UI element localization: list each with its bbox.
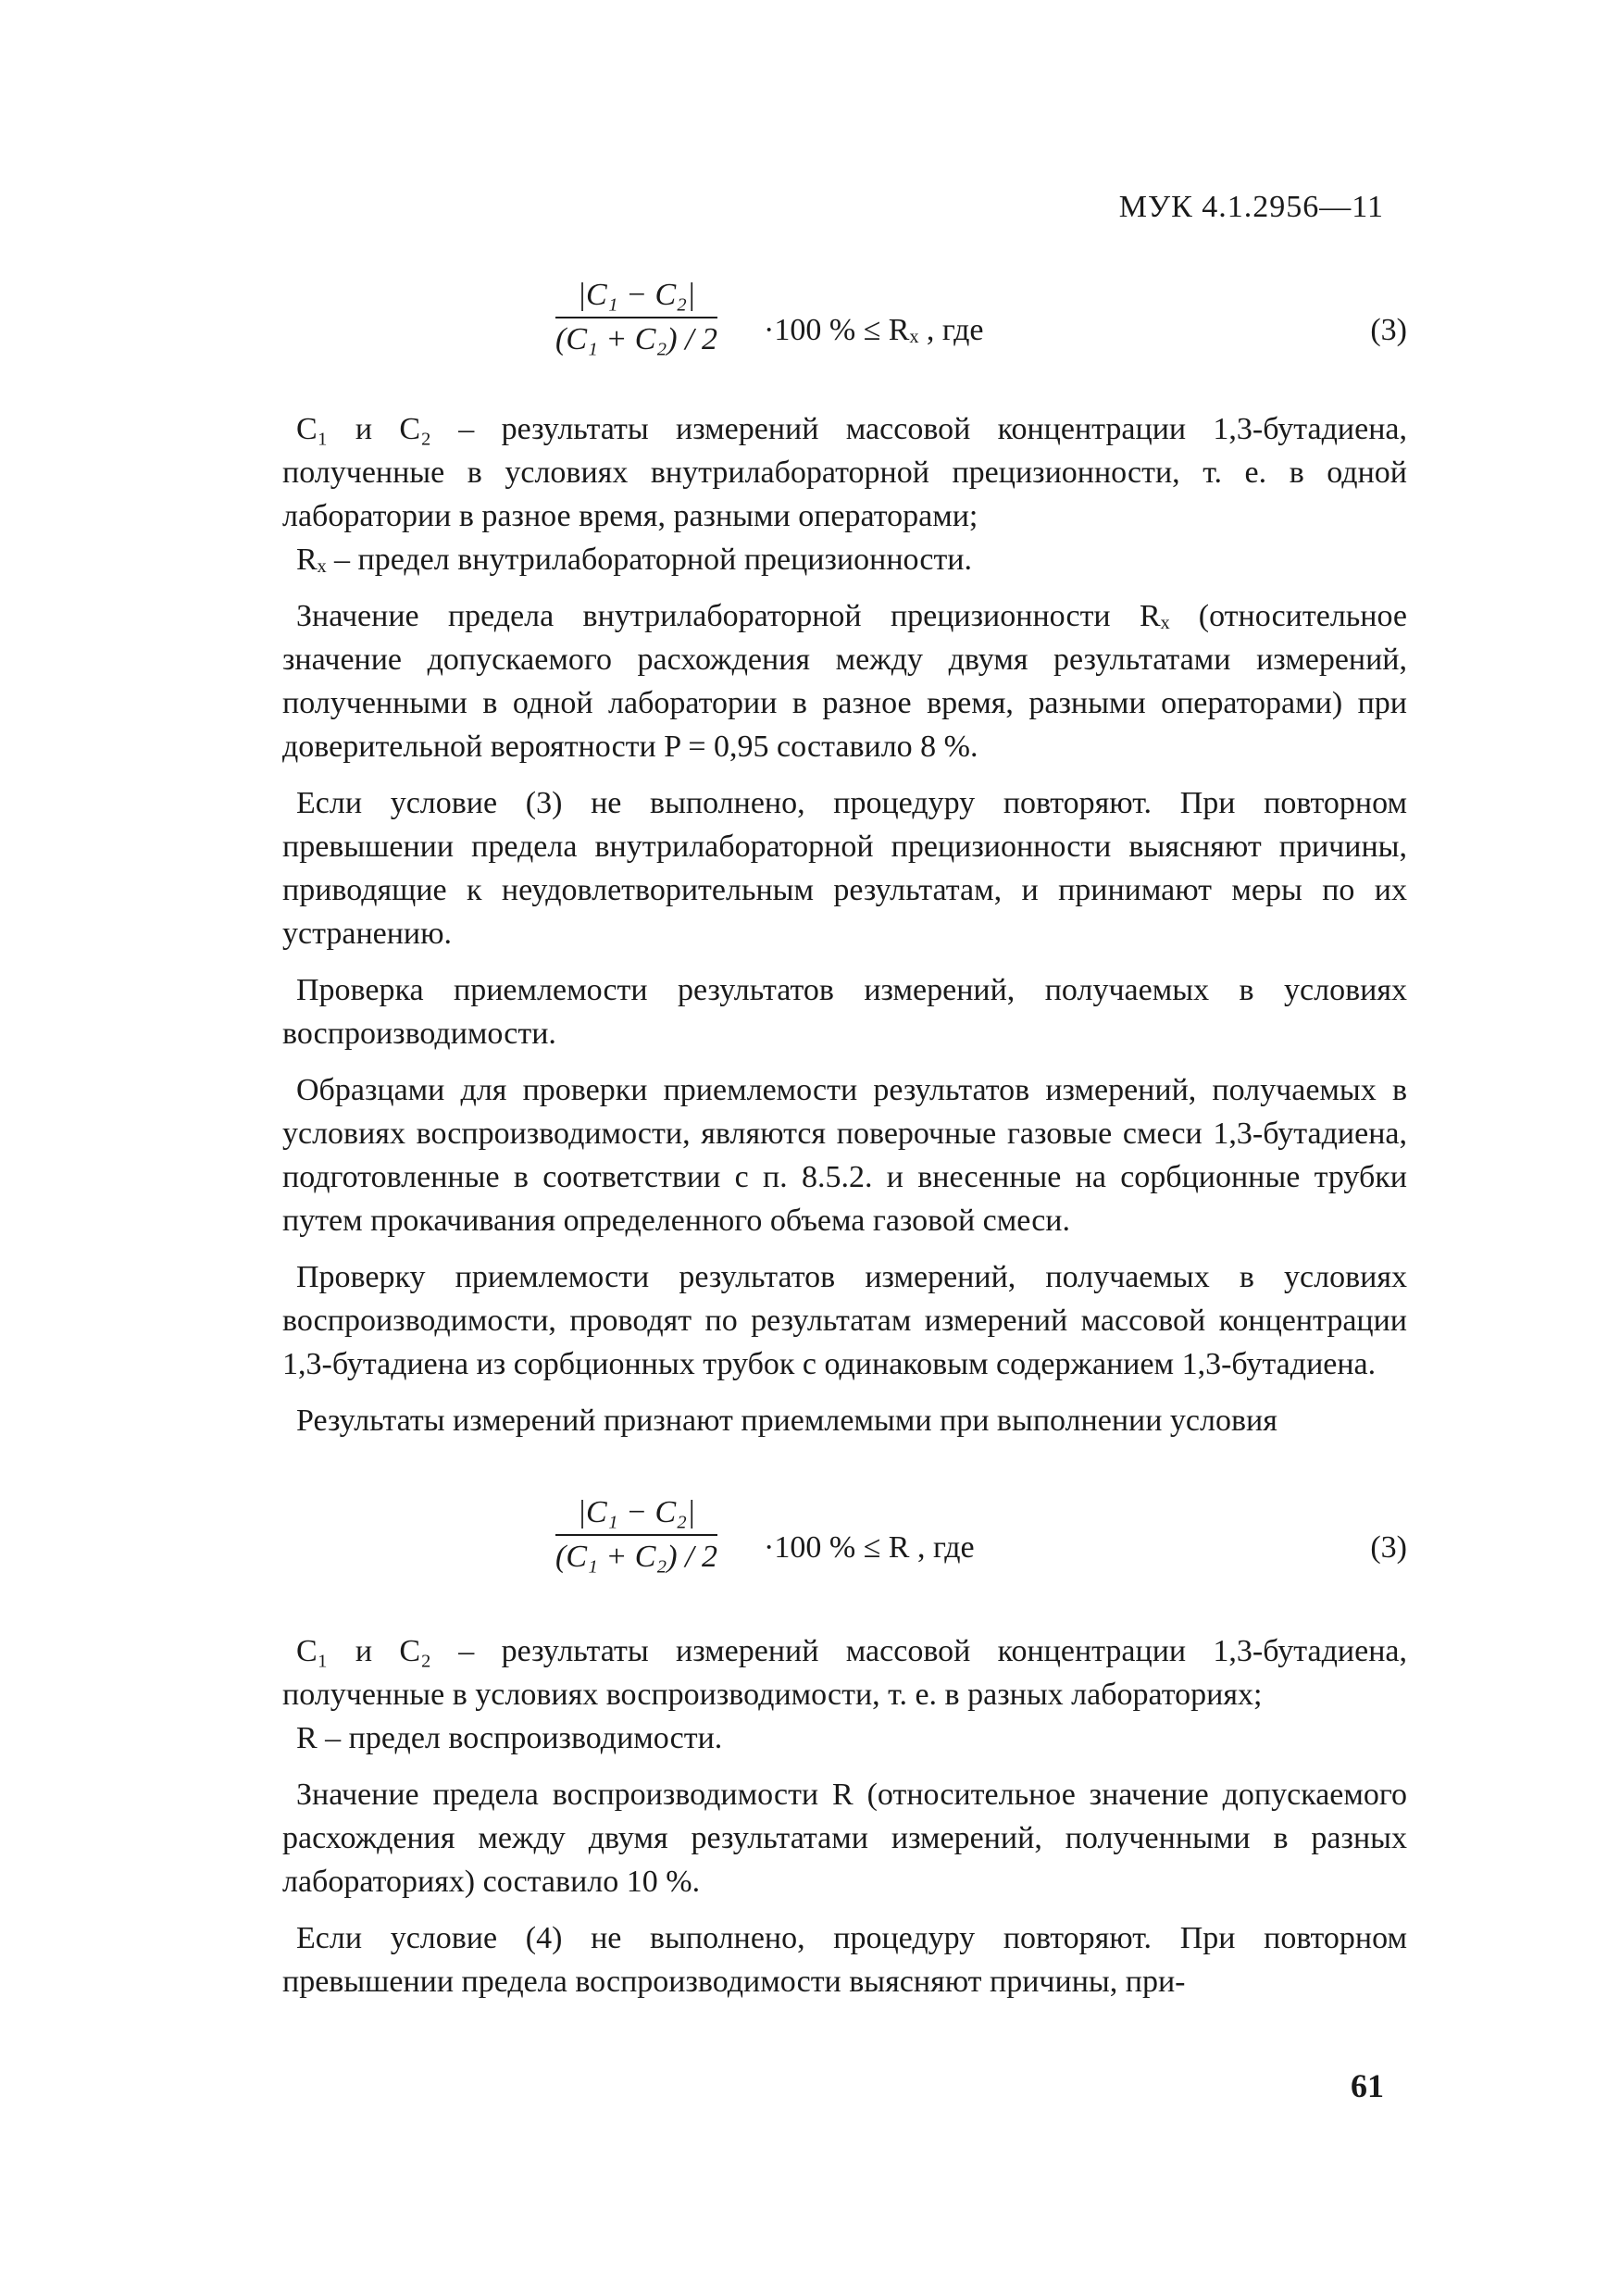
formula-2-numerator: |C₁ − C₂| [577, 1495, 696, 1529]
page-number: 61 [1351, 2067, 1384, 2104]
paragraph: Проверка приемлемости результатов измерений, получаемых в условиях воспроизводимости. [282, 973, 1407, 1051]
paragraph: Если условие (4) не выполнено, процедуру повторяют. При повторном превышении предела воспроизводимости выясняют причины, при- [282, 1921, 1407, 1999]
formula-1-tail: ·100 % ≤ Rₓ , где [764, 313, 984, 347]
formula-1-numerator: |C₁ − C₂| [577, 278, 696, 312]
text-block-1 [282, 407, 1407, 1442]
paragraph: Если условие (3) не выполнено, процедуру повторяют. При повторном превышении предела внутрилабораторной прецизионности выясняют причины, приводящие к неудовлетворительным результатам, и принимают меры по их устранению. [282, 786, 1407, 951]
formula-1 [0, 278, 1620, 389]
formula-1-number: (3) [1370, 313, 1407, 347]
formula-2-denominator: (C₁ + C₂) / 2 [555, 1540, 718, 1574]
formula-2 [0, 1495, 1620, 1606]
paragraph: R – предел воспроизводимости. [296, 1721, 723, 1755]
document-code: МУК 4.1.2956—11 [1118, 190, 1384, 224]
paragraph: Образцами для проверки приемлемости результатов измерений, получаемых в условиях воспроизводимости, являются поверочные газовые смеси 1,3-бутадиена, подготовленные в соответствии с п. 8.5.2. и внесенные на сорбционные трубки путем прокачивания определенного объема газовой смеси. [282, 1073, 1407, 1238]
formula-2-fraction [555, 1495, 717, 1575]
paragraph: Значение предела воспроизводимости R (относительное значение допускаемого расхождения между двумя результатами измерений, полученными в разных лабораториях) составило 10 %. [282, 1778, 1407, 1899]
paragraph: Проверку приемлемости результатов измерений, получаемых в условиях воспроизводимости, проводят по результатам измерений массовой концентрации 1,3-бутадиена из сорбционных трубок с одинаковым содержанием 1,3-бутадиена. [282, 1260, 1407, 1381]
paragraph: C₁ и C₂ – результаты измерений массовой концентрации 1,3-бутадиена, полученные в условиях внутрилабораторной прецизионности, т. е. в одной лаборатории в разное время, разными операторами; [282, 412, 1407, 533]
paragraph: C₁ и C₂ – результаты измерений массовой концентрации 1,3-бутадиена, полученные в условиях воспроизводимости, т. е. в разных лабораториях; [282, 1634, 1407, 1712]
formula-2-tail: ·100 % ≤ R , где [764, 1530, 975, 1565]
formula-1-denominator: (C₁ + C₂) / 2 [555, 322, 718, 356]
paragraph: Значение предела внутрилабораторной прецизионности Rₓ (относительное значение допускаемого расхождения между двумя результатами измерений, полученными в одной лаборатории в разное время, разными операторами) при доверительной вероятности P = 0,95 составило 8 %. [282, 599, 1407, 764]
paragraph: Результаты измерений признают приемлемыми при выполнении условия [296, 1404, 1277, 1438]
paragraph: Rₓ – предел внутрилабораторной прецизионности. [296, 543, 973, 577]
formula-2-number: (3) [1370, 1530, 1407, 1565]
formula-1-fraction [555, 278, 717, 357]
text-block-2 [282, 1629, 1407, 2003]
